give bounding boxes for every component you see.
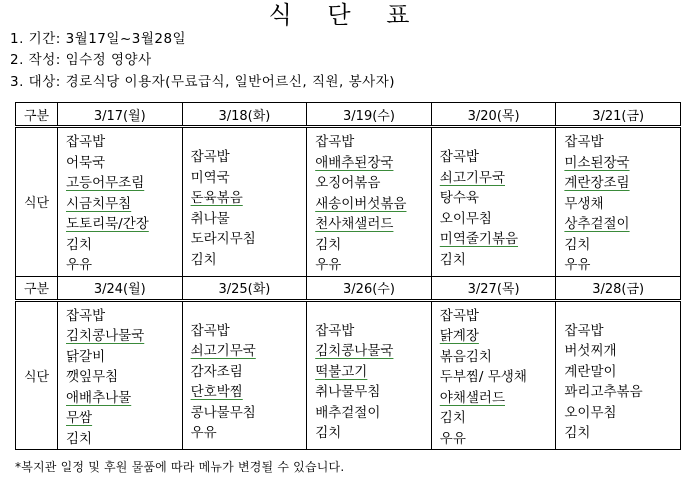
- menu-item: 잡곡밥: [315, 322, 355, 339]
- day-menu-cell: [307, 300, 432, 450]
- menu-item: 잡곡밥: [439, 149, 479, 166]
- menu-item: 쇠고기무국: [190, 343, 256, 360]
- day-menu-cell: [182, 127, 307, 277]
- menu-item: 볶음김치: [439, 348, 492, 365]
- menu-item: 김치콩나물국: [66, 328, 145, 344]
- menu-row-week2: [16, 300, 681, 450]
- menu-table: [15, 102, 681, 450]
- menu-item: 새송이버섯볶음: [315, 195, 407, 212]
- menu-item: 두부찜/ 무생채: [439, 369, 527, 385]
- day-header: 3/21(금): [556, 103, 681, 127]
- info-author: 2. 작성: 임수정 영양사: [10, 52, 152, 68]
- day-menu-cell: [58, 127, 183, 277]
- menu-item: 감자조림: [190, 363, 243, 380]
- menu-item: 잡곡밥: [315, 134, 355, 150]
- day-header: 3/20(목): [431, 103, 556, 127]
- menu-item: 우유: [315, 257, 342, 273]
- header-row-week1: [16, 103, 681, 127]
- menu-item: 탕수육: [439, 190, 479, 207]
- menu-item: 오징어볶음: [315, 175, 381, 191]
- menu-item: 버섯찌개: [564, 343, 617, 360]
- menu-item: 무쌈: [66, 410, 93, 426]
- day-header: 3/28(금): [556, 276, 681, 300]
- menu-item: 돈육볶음: [190, 190, 243, 207]
- menu-item: 김치: [564, 425, 591, 442]
- day-menu-cell: [58, 300, 183, 450]
- menu-item: 오이무침: [564, 404, 617, 421]
- menu-item: 닭계장: [439, 328, 479, 344]
- day-header: 3/25(화): [182, 276, 307, 300]
- menu-item: 김치콩나물국: [315, 343, 394, 360]
- menu-item: 우유: [564, 257, 591, 273]
- row-label: 식단: [16, 127, 58, 277]
- menu-item: 김치: [66, 236, 93, 253]
- menu-item: 김치: [66, 430, 93, 447]
- day-menu-cell: [307, 127, 432, 277]
- menu-item: 고등어무조림: [66, 175, 145, 191]
- menu-item: 도라지무침: [190, 231, 256, 248]
- header-row-week2: [16, 276, 681, 300]
- menu-item: 상추겉절이: [564, 216, 630, 232]
- menu-item: 야채샐러드: [439, 389, 505, 406]
- menu-item: 닭갈비: [66, 348, 106, 365]
- day-header: 3/26(수): [307, 276, 432, 300]
- menu-item: 잡곡밥: [66, 134, 106, 150]
- menu-item: 떡불고기: [315, 363, 368, 380]
- info-target: 3. 대상: 경로식당 이용자(무료급식, 일반어르신, 직원, 봉사자): [10, 74, 396, 90]
- day-menu-cell: [556, 127, 681, 277]
- row-label: 식단: [16, 300, 58, 450]
- menu-item: 시금치무침: [66, 195, 132, 212]
- menu-item: 김치: [190, 251, 217, 268]
- day-menu-cell: [431, 127, 556, 277]
- menu-item: 계란말이: [564, 363, 617, 380]
- page-title: 식 단 표: [268, 1, 424, 29]
- menu-item: 김치: [315, 236, 342, 253]
- menu-item: 우유: [439, 430, 466, 447]
- menu-item: 취나물무침: [315, 384, 381, 401]
- header-label: 구분: [16, 276, 58, 300]
- menu-item: 단호박찜: [190, 384, 243, 401]
- menu-item: 콩나물무침: [190, 404, 256, 421]
- menu-item: 오이무침: [439, 210, 492, 227]
- day-header: 3/17(월): [58, 103, 183, 127]
- menu-item: 무생채: [564, 195, 604, 212]
- menu-item: 미소된장국: [564, 154, 630, 171]
- menu-item: 꽈리고추볶음: [564, 384, 643, 401]
- menu-item: 우유: [66, 257, 93, 273]
- menu-item: 도토리묵/간장: [66, 216, 149, 232]
- day-menu-cell: [556, 300, 681, 450]
- menu-item: 김치: [564, 236, 591, 253]
- day-header: 3/19(수): [307, 103, 432, 127]
- day-menu-cell: [182, 300, 307, 450]
- footnote: *복지관 일정 및 후원 물품에 따라 메뉴가 변경될 수 있습니다.: [15, 460, 345, 474]
- menu-item: 취나물: [190, 210, 230, 227]
- menu-item: 깻잎무침: [66, 369, 119, 385]
- menu-item: 천사채샐러드: [315, 216, 394, 232]
- menu-item: 잡곡밥: [190, 322, 230, 339]
- menu-item: 잡곡밥: [66, 307, 106, 324]
- menu-item: 미역국: [190, 169, 230, 186]
- header-label: 구분: [16, 103, 58, 127]
- menu-item: 애배추나물: [66, 389, 132, 406]
- menu-item: 잡곡밥: [564, 134, 604, 150]
- menu-item: 우유: [190, 425, 217, 442]
- day-header: 3/27(목): [431, 276, 556, 300]
- menu-item: 김치: [439, 251, 466, 268]
- menu-item: 어묵국: [66, 154, 106, 171]
- menu-item: 미역줄기볶음: [439, 231, 519, 248]
- day-header: 3/24(월): [58, 276, 183, 300]
- menu-item: 김치: [315, 425, 342, 442]
- menu-item: 잡곡밥: [190, 149, 230, 166]
- menu-item: 쇠고기무국: [439, 169, 505, 186]
- day-header: 3/18(화): [182, 103, 307, 127]
- day-menu-cell: [431, 300, 556, 450]
- menu-item: 김치: [439, 410, 466, 426]
- menu-item: 배추겉절이: [315, 404, 381, 421]
- info-period: 1. 기간: 3월17일~3월28일: [10, 31, 187, 47]
- menu-item: 잡곡밥: [439, 307, 479, 324]
- menu-item: 잡곡밥: [564, 322, 604, 339]
- menu-item: 계란장조림: [564, 175, 630, 191]
- menu-item: 애배추된장국: [315, 154, 394, 171]
- menu-row-week1: [16, 127, 681, 277]
